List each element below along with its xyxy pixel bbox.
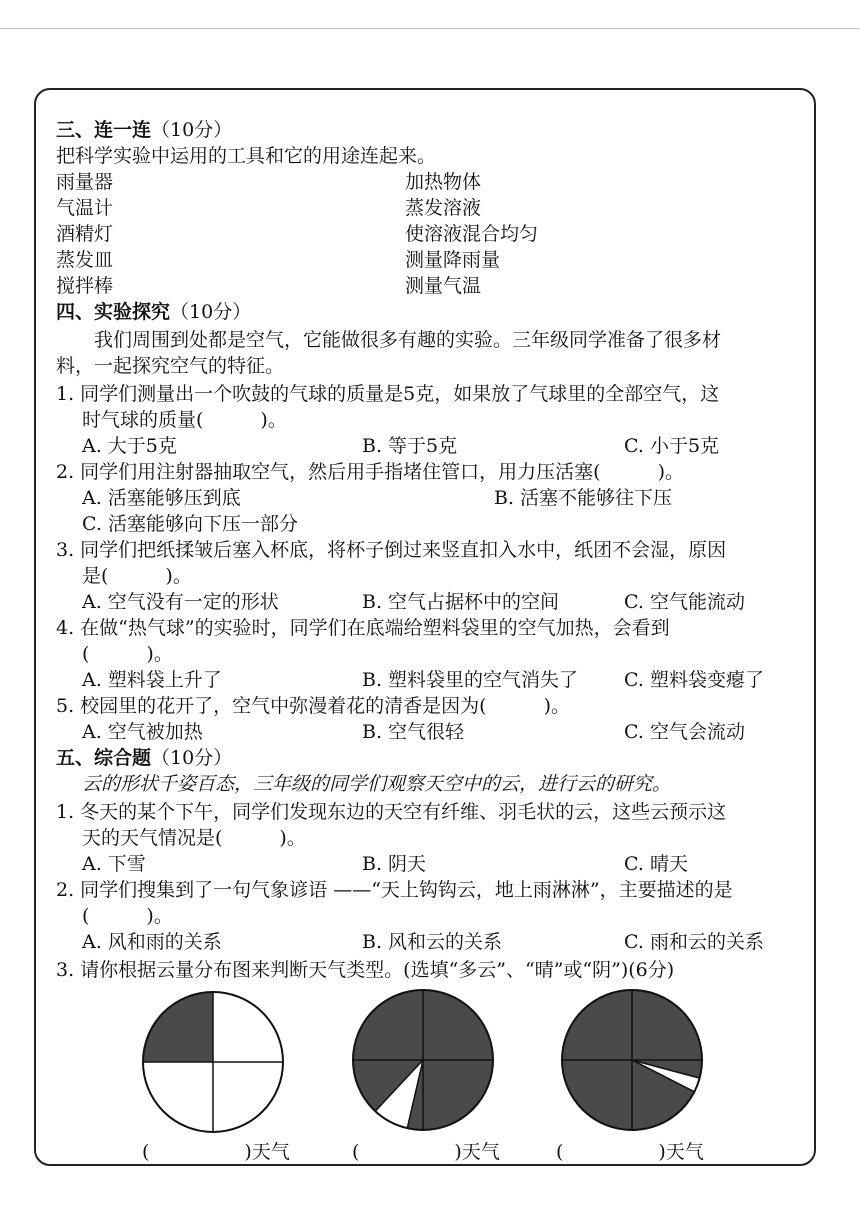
use-item: 使溶液混合均匀 (405, 223, 539, 245)
section-4-intro-line2: 料，一起探究空气的特征。 (56, 355, 285, 377)
option-a: A. 活塞能够压到底 (82, 487, 241, 509)
section-4-heading: 四、实验探究（10分） (56, 301, 252, 323)
question-4-2-line1: 2. 同学们用注射器抽取空气，然后用手指堵住管口，用力压活塞( )。 (56, 461, 684, 483)
option-a: A. 大于5克 (82, 435, 177, 457)
tool-item: 雨量器 (56, 171, 114, 193)
question-4-1-line1: 1. 同学们测量出一个吹鼓的气球的质量是5克，如果放了气球里的全部空气，这 (56, 383, 720, 405)
section-5-heading: 五、综合题（10分） (56, 747, 233, 769)
question-5-2-line1: 2. 同学们搜集到了一句气象谚语 ——“天上钩钩云，地上雨淋淋”，主要描述的是 (56, 879, 733, 901)
question-5-2-line2: ( )。 (82, 905, 173, 927)
answer-blank-1[interactable]: ( )天气 (142, 1141, 290, 1163)
question-4-1-line2: 时气球的质量( )。 (82, 409, 287, 431)
option-b: B. 空气很轻 (362, 721, 465, 743)
tool-item: 搅拌棒 (56, 275, 114, 297)
option-c: C. 空气能流动 (624, 591, 745, 613)
option-b: B. 空气占据杯中的空间 (362, 591, 560, 613)
option-b: B. 阴天 (362, 853, 427, 875)
section-4-intro-line1: 我们周围到处都是空气，它能做很多有趣的实验。三年级同学准备了很多材 (94, 329, 722, 351)
question-4-4-line1: 4. 在做“热气球”的实验时，同学们在底端给塑料袋里的空气加热，会看到 (56, 617, 670, 639)
cloud-cover-pie (353, 990, 493, 1130)
section-5-intro: 云的形状千姿百态，三年级的同学们观察天空中的云，进行云的研究。 (82, 773, 672, 795)
option-c: C. 晴天 (624, 853, 688, 875)
answer-blank-3[interactable]: ( )天气 (556, 1141, 704, 1163)
use-item: 测量气温 (405, 275, 482, 297)
question-4-3-line2: 是( )。 (82, 565, 192, 587)
option-a: A. 塑料袋上升了 (82, 669, 222, 691)
option-b: B. 活塞不能够往下压 (494, 487, 673, 509)
question-5-3-line1: 3. 请你根据云量分布图来判断天气类型。(选填“多云”、“晴”或“阴”)(6分) (56, 959, 675, 981)
option-c: C. 雨和云的关系 (624, 931, 764, 953)
option-a: A. 空气没有一定的形状 (82, 591, 279, 613)
question-4-4-line2: ( )。 (82, 643, 173, 665)
use-item: 蒸发溶液 (405, 197, 482, 219)
option-b: B. 风和云的关系 (362, 931, 503, 953)
option-b: B. 塑料袋里的空气消失了 (362, 669, 579, 691)
option-b: B. 等于5克 (362, 435, 458, 457)
option-a: A. 下雪 (82, 853, 146, 875)
question-5-1-line1: 1. 冬天的某个下午，同学们发现东边的天空有纤维、羽毛状的云，这些云预示这 (56, 801, 727, 823)
option-c: C. 塑料袋变瘪了 (624, 669, 764, 691)
section-3-heading: 三、连一连（10分） (56, 119, 233, 141)
section-3-intro: 把科学实验中运用的工具和它的用途连起来。 (56, 145, 437, 167)
use-item: 测量降雨量 (405, 249, 501, 271)
tool-item: 蒸发皿 (56, 249, 114, 271)
use-item: 加热物体 (405, 171, 482, 193)
option-c: C. 小于5克 (624, 435, 720, 457)
answer-blank-2[interactable]: ( )天气 (352, 1141, 500, 1163)
question-4-5-line1: 5. 校园里的花开了，空气中弥漫着花的清香是因为( )。 (56, 695, 570, 717)
cloud-cover-pie (143, 992, 283, 1132)
question-4-3-line1: 3. 同学们把纸揉皱后塞入杯底，将杯子倒过来竖直扣入水中，纸团不会湿，原因 (56, 539, 727, 561)
tool-item: 酒精灯 (56, 223, 114, 245)
option-c: C. 空气会流动 (624, 721, 745, 743)
question-5-1-line2: 天的天气情况是( )。 (82, 827, 306, 849)
option-c: C. 活塞能够向下压一部分 (82, 513, 298, 535)
cloud-cover-pie (562, 990, 702, 1130)
tool-item: 气温计 (56, 197, 114, 219)
option-a: A. 空气被加热 (82, 721, 203, 743)
option-a: A. 风和雨的关系 (82, 931, 222, 953)
